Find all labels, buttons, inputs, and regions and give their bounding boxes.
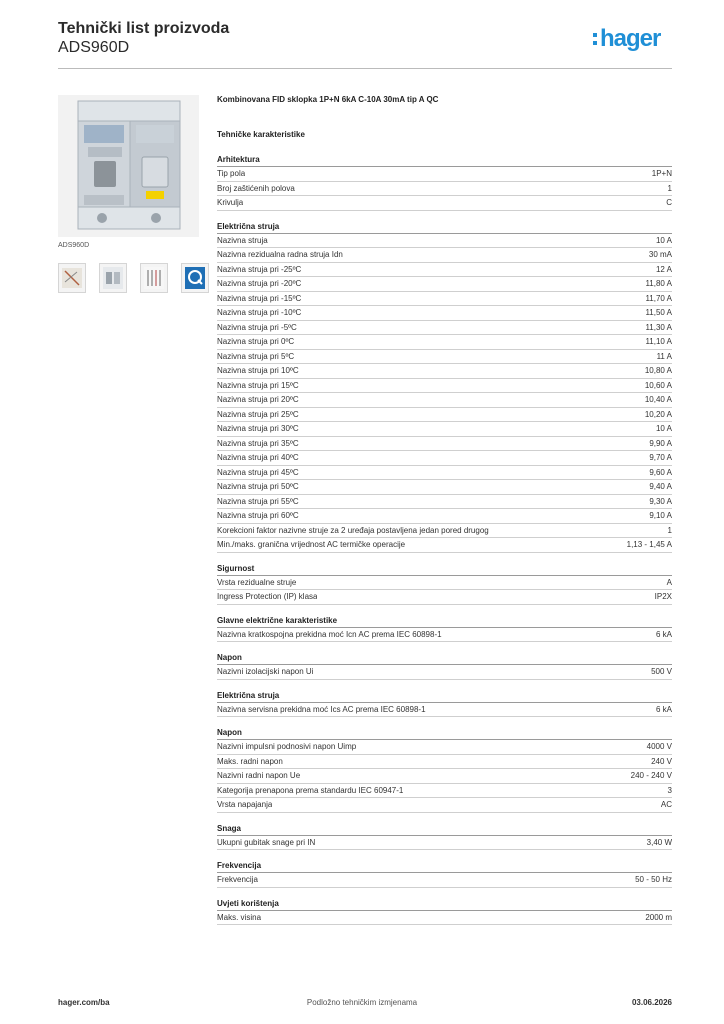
- spec-label: Nazivna struja pri 35ºC: [217, 438, 299, 448]
- spec-row: [217, 740, 672, 755]
- spec-label: Nazivna struja pri 20ºC: [217, 395, 299, 404]
- spec-section: [217, 690, 672, 718]
- spec-label: Nazivni impulsni podnosivi napon Uimp: [217, 742, 357, 751]
- spec-value: 10,40 A: [644, 395, 672, 404]
- spec-label: Nazivna struja pri -5ºC: [217, 322, 297, 332]
- spec-row: [217, 495, 672, 510]
- quality-certificate-icon: [182, 264, 208, 292]
- spec-sections: [217, 154, 672, 925]
- spec-label: Nazivna struja pri 25ºC: [217, 409, 299, 419]
- section-heading: Uvjeti korištenja: [217, 898, 672, 911]
- spec-label: Nazivna struja pri -20ºC: [217, 279, 302, 288]
- footer-notice: Podložno tehničkim izmjenama: [306, 998, 418, 1007]
- spec-value: IP2X: [654, 592, 672, 601]
- spec-value: 3,40 W: [646, 837, 672, 847]
- wiring-diagram-thumbnail[interactable]: [58, 263, 86, 293]
- spec-value: 11,50 A: [645, 308, 672, 317]
- spec-value: 1,13 - 1,45 A: [626, 540, 672, 549]
- spec-label: Nazivna struja pri -10ºC: [217, 308, 302, 317]
- spec-label: Tip pola: [217, 169, 246, 178]
- spec-value: 4000 V: [646, 742, 672, 751]
- spec-label: Nazivna struja pri 0ºC: [217, 337, 295, 346]
- spec-value: 30 mA: [648, 250, 672, 259]
- spec-row: [217, 364, 672, 379]
- spec-value: 1: [667, 183, 672, 193]
- spec-value: 6 kA: [655, 629, 672, 639]
- section-heading: Arhitektura: [217, 154, 672, 167]
- spec-row: [217, 167, 672, 182]
- spec-section: [217, 898, 672, 926]
- spec-label: Nazivni izolacijski napon Ui: [217, 667, 314, 676]
- tech-characteristics-title: Tehničke karakteristike: [217, 130, 305, 139]
- spec-value: 50 - 50 Hz: [635, 875, 672, 884]
- dimension-drawing-thumbnail[interactable]: [140, 263, 168, 293]
- dimension-drawing-icon: [141, 264, 167, 292]
- header-divider: [58, 68, 672, 69]
- spec-row: [217, 234, 672, 249]
- spec-row: [217, 277, 672, 292]
- spec-section: [217, 652, 672, 680]
- spec-row: [217, 755, 672, 770]
- spec-value: 9,30 A: [649, 496, 672, 506]
- spec-value: 11,10 A: [645, 337, 672, 346]
- spec-row: [217, 590, 672, 605]
- spec-value: 9,10 A: [649, 511, 672, 520]
- section-heading: Napon: [217, 652, 672, 665]
- front-view-thumbnail[interactable]: [99, 263, 127, 293]
- spec-row: [217, 576, 672, 591]
- spec-label: Vrsta rezidualne struje: [217, 577, 297, 587]
- spec-label: Nazivni radni napon Ue: [217, 771, 301, 780]
- spec-label: Maks. visina: [217, 912, 262, 922]
- circuit-breaker-icon: [58, 95, 199, 237]
- spec-value: 10 A: [655, 235, 672, 245]
- section-heading: Sigurnost: [217, 563, 672, 576]
- spec-value: C: [666, 198, 672, 207]
- spec-label: Vrsta napajanja: [217, 800, 273, 809]
- spec-section: [217, 563, 672, 605]
- section-heading: Električna struja: [217, 221, 672, 234]
- certificate-thumbnail[interactable]: [181, 263, 209, 293]
- spec-section: [217, 727, 672, 813]
- spec-row: [217, 248, 672, 263]
- spec-row: [217, 873, 672, 888]
- spec-row: [217, 628, 672, 643]
- logo-dots-icon: [593, 33, 597, 45]
- footer-date: 03.06.2026: [631, 998, 672, 1007]
- product-code: ADS960D: [58, 39, 130, 56]
- spec-value: 240 - 240 V: [630, 771, 672, 780]
- spec-row: [217, 306, 672, 321]
- section-heading: Električna struja: [217, 690, 672, 703]
- spec-label: Min./maks. granična vrijednost AC termičke operacije: [217, 540, 406, 549]
- spec-label: Nazivna rezidualna radna struja Idn: [217, 250, 343, 259]
- spec-value: 11,30 A: [645, 322, 672, 332]
- spec-row: [217, 784, 672, 799]
- spec-label: Nazivna struja pri 40ºC: [217, 453, 299, 462]
- spec-value: 9,90 A: [649, 438, 672, 448]
- spec-value: 9,70 A: [649, 453, 672, 462]
- spec-label: Nazivna struja pri -25ºC: [217, 264, 302, 274]
- spec-row: [217, 769, 672, 784]
- spec-row: [217, 408, 672, 423]
- spec-label: Nazivna struja pri 55ºC: [217, 496, 299, 506]
- spec-value: 10,60 A: [644, 380, 672, 390]
- spec-value: 11,80 A: [645, 279, 672, 288]
- spec-value: 6 kA: [655, 704, 672, 714]
- footer-website[interactable]: hager.com/ba: [58, 998, 110, 1007]
- spec-row: [217, 393, 672, 408]
- spec-label: Nazivna struja pri 10ºC: [217, 366, 299, 375]
- spec-value: 1: [667, 525, 672, 535]
- spec-row: [217, 524, 672, 539]
- spec-row: [217, 321, 672, 336]
- spec-row: [217, 466, 672, 481]
- spec-section: [217, 154, 672, 211]
- section-heading: Frekvencija: [217, 860, 672, 873]
- spec-row: [217, 451, 672, 466]
- spec-section: [217, 823, 672, 851]
- spec-label: Kategorija prenapona prema standardu IEC 60947-1: [217, 785, 404, 795]
- spec-label: Nazivna struja pri 30ºC: [217, 424, 299, 433]
- spec-label: Nazivna struja pri -15ºC: [217, 293, 302, 303]
- spec-value: 11,70 A: [645, 293, 672, 303]
- spec-row: [217, 437, 672, 452]
- spec-label: Nazivna struja pri 50ºC: [217, 482, 299, 491]
- spec-value: 9,40 A: [649, 482, 672, 491]
- spec-value: 1P+N: [651, 169, 672, 178]
- hager-logo: [593, 27, 660, 51]
- logo-text: hager: [600, 25, 661, 52]
- spec-row: [217, 509, 672, 524]
- spec-section: [217, 221, 672, 553]
- spec-row: [217, 182, 672, 197]
- page-title: Tehnički list proizvoda: [58, 20, 230, 37]
- spec-label: Ukupni gubitak snage pri IN: [217, 837, 316, 847]
- spec-value: A: [666, 577, 672, 587]
- thumbnail-strip: [58, 263, 209, 293]
- spec-label: Maks. radni napon: [217, 756, 283, 766]
- spec-row: [217, 263, 672, 278]
- product-image[interactable]: [58, 95, 199, 237]
- spec-value: 3: [667, 785, 672, 795]
- spec-label: Krivulja: [217, 198, 244, 207]
- spec-value: 2000 m: [645, 912, 672, 922]
- spec-label: Broj zaštićenih polova: [217, 183, 295, 193]
- spec-label: Nazivna servisna prekidna moć Ics AC prema IEC 60898-1: [217, 704, 426, 714]
- spec-label: Nazivna struja pri 15ºC: [217, 380, 299, 390]
- spec-row: [217, 422, 672, 437]
- spec-label: Nazivna struja pri 5ºC: [217, 351, 295, 361]
- front-view-icon: [100, 264, 126, 292]
- section-heading: Glavne električne karakteristike: [217, 615, 672, 628]
- spec-section: [217, 860, 672, 888]
- spec-label: Frekvencija: [217, 875, 258, 884]
- spec-label: Nazivna kratkospojna prekidna moć Icn AC prema IEC 60898-1: [217, 629, 442, 639]
- section-heading: Snaga: [217, 823, 672, 836]
- spec-row: [217, 480, 672, 495]
- spec-value: 12 A: [655, 264, 672, 274]
- spec-label: Nazivna struja pri 45ºC: [217, 467, 299, 477]
- spec-row: [217, 836, 672, 851]
- spec-value: 10,20 A: [644, 409, 672, 419]
- spec-row: [217, 292, 672, 307]
- spec-value: AC: [660, 800, 672, 809]
- spec-label: Nazivna struja: [217, 235, 268, 245]
- spec-value: 500 V: [651, 667, 672, 676]
- spec-value: 10 A: [655, 424, 672, 433]
- section-heading: Napon: [217, 727, 672, 740]
- spec-row: [217, 911, 672, 926]
- spec-content: [217, 95, 672, 925]
- spec-label: Nazivna struja pri 60ºC: [217, 511, 299, 520]
- image-caption: ADS960D: [58, 242, 90, 249]
- spec-row: [217, 665, 672, 680]
- spec-row: [217, 335, 672, 350]
- spec-value: 240 V: [651, 756, 672, 766]
- spec-row: [217, 350, 672, 365]
- spec-value: 9,60 A: [649, 467, 672, 477]
- wiring-diagram-icon: [59, 264, 85, 292]
- spec-row: [217, 798, 672, 813]
- spec-value: 10,80 A: [644, 366, 672, 375]
- product-title: Kombinovana FID sklopka 1P+N 6kA C-10A 30mA tip A QC: [217, 95, 439, 104]
- spec-row: [217, 379, 672, 394]
- spec-section: [217, 615, 672, 643]
- spec-label: Ingress Protection (IP) klasa: [217, 592, 318, 601]
- spec-row: [217, 538, 672, 553]
- spec-row: [217, 703, 672, 718]
- spec-value: 11 A: [656, 351, 672, 361]
- spec-label: Korekcioni faktor nazivne struje za 2 uređaja postavljena jedan pored drugog: [217, 525, 489, 535]
- spec-row: [217, 196, 672, 211]
